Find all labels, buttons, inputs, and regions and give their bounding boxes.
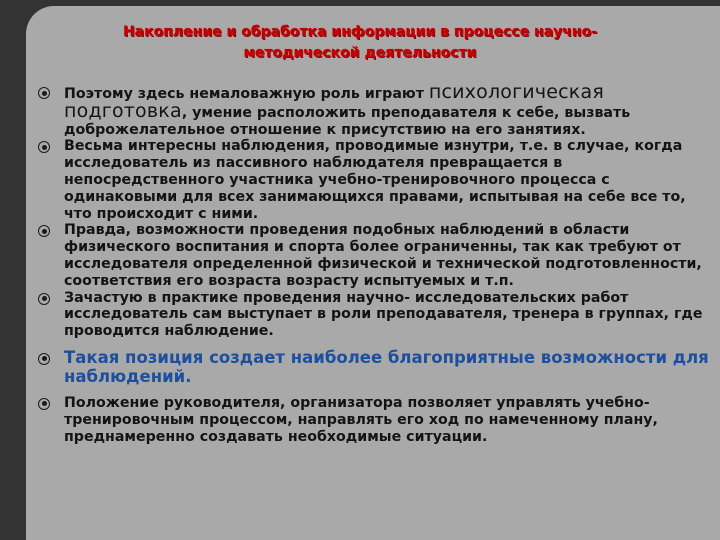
bullet-icon (38, 293, 50, 305)
slide-title-line-1: Накопление и обработка информации в процессе научно- (122, 24, 598, 40)
bullet-icon (38, 398, 50, 410)
bullet-icon (38, 353, 50, 365)
item-text: Такая позиция создает наиболее благоприятные возможности для наблюдений. (64, 347, 709, 386)
list-item (38, 222, 714, 289)
bullet-list (38, 81, 714, 445)
item-text: Весьма интересны наблюдения, проводимые изнутри, т.е. в случае, когда исследователь из пассивного наблюдателя превращается в непосредственного участника учебно-тренировочного процесса с одинаковыми для всех занимающихся правами, испытывая на себе все то, что происходит с ними. (64, 138, 686, 222)
bullet-icon (38, 87, 50, 99)
slide-title (0, 22, 720, 64)
item-text: Зачастую в практике проведения научно- исследовательских работ исследователь сам выступает в роли преподавателя, тренера в группах, где проводится наблюдение. (64, 289, 703, 340)
list-item (38, 290, 714, 340)
bullet-icon (38, 141, 50, 153)
slide-title-line-2: методической деятельности (243, 45, 477, 61)
list-item (38, 81, 714, 138)
list-item (38, 395, 714, 445)
bullet-icon (38, 225, 50, 237)
item-text: Положение руководителя, организатора позволяет управлять учебно-тренировочным процессом, направлять его ход по намеченному плану, преднамеренно создавать необходимые ситуации. (64, 394, 658, 445)
item-text-post: , умение расположить преподавателя к себе, вызвать доброжелательное отношение к присутствию на его занятиях. (64, 104, 631, 138)
list-item-emphasis (38, 348, 714, 386)
item-highlight: психологическая подготовка (64, 81, 604, 122)
list-item (38, 138, 714, 222)
item-text: Правда, возможности проведения подобных наблюдений в области физического воспитания и спорта более ограниченны, так как требуют от исследователя определенной физической и технической подготовленности, соответствия его возраста возрасту испытуемых и т.п. (64, 222, 702, 289)
item-text-pre: Поэтому здесь немаловажную роль играют (64, 86, 429, 102)
